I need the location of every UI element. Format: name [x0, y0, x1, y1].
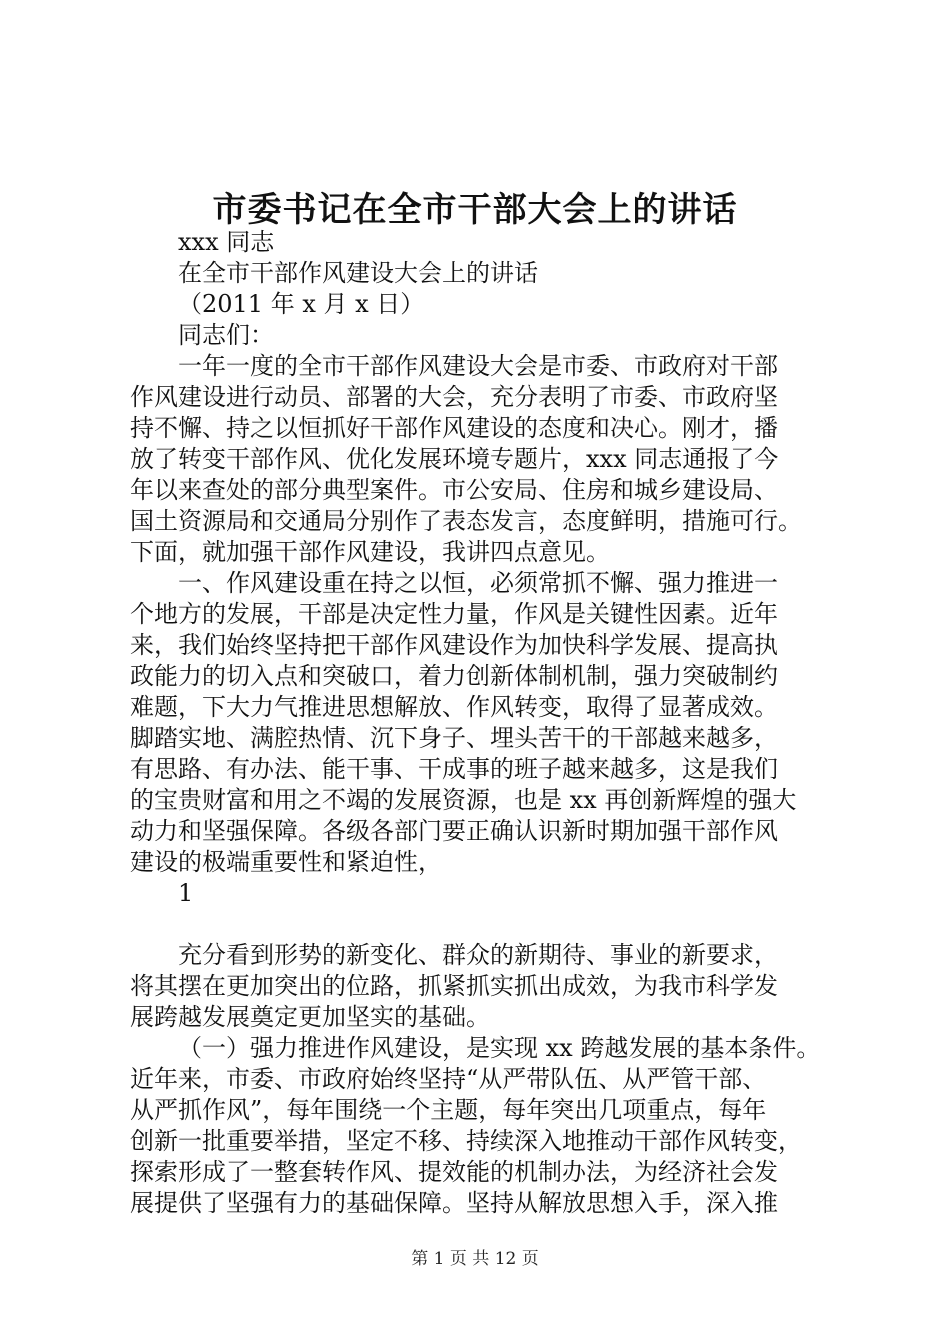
page-footer: 第 1 页 共 12 页 — [411, 1249, 539, 1269]
text-line: 下面，就加强干部作风建设，我讲四点意见。 — [130, 538, 610, 566]
text-line: 一、作风建设重在持之以恒，必须常抓不懈、强力推进一 — [178, 569, 778, 597]
text-line: 放了转变干部作风、优化发展环境专题片，xxx 同志通报了今 — [130, 445, 779, 473]
text-line: 脚踏实地、满腔热情、沉下身子、埋头苦干的干部越来越多， — [130, 724, 778, 752]
text-line: 政能力的切入点和突破口，着力创新体制机制，强力突破制约 — [130, 662, 778, 690]
text-line: （一）强力推进作风建设，是实现 xx 跨越发展的基本条件。 — [178, 1034, 821, 1062]
text-line: 动力和坚强保障。各级各部门要正确认识新时期加强干部作风 — [130, 817, 778, 845]
text-line: 作风建设进行动员、部署的大会，充分表明了市委、市政府坚 — [130, 383, 778, 411]
text-line: 一年一度的全市干部作风建设大会是市委、市政府对干部 — [178, 352, 778, 380]
text-line: 展提供了坚强有力的基础保障。坚持从解放思想入手，深入推 — [130, 1189, 778, 1217]
text-line: 难题，下大力气推进思想解放、作风转变，取得了显著成效。 — [130, 693, 778, 721]
text-line: 年以来查处的部分典型案件。市公安局、住房和城乡建设局、 — [130, 476, 778, 504]
text-line: 同志们： — [178, 321, 274, 349]
body-text-part-2 — [130, 940, 842, 1219]
text-line: 国土资源局和交通局分别作了表态发言，态度鲜明，措施可行。 — [130, 507, 802, 535]
text-line: 近年来，市委、市政府始终坚持“从严带队伍、从严管干部、 — [130, 1065, 767, 1093]
text-line: xxx 同志 — [178, 228, 275, 256]
text-line: 在全市干部作风建设大会上的讲话 — [178, 259, 538, 287]
text-line: 从严抓作风”，每年围绕一个主题，每年突出几项重点，每年 — [130, 1096, 767, 1124]
text-line: 充分看到形势的新变化、群众的新期待、事业的新要求， — [178, 941, 778, 969]
text-line: 创新一批重要举措，坚定不移、持续深入地推动干部作风转变， — [130, 1127, 802, 1155]
text-line: 展跨越发展奠定更加坚实的基础。 — [130, 1003, 490, 1031]
text-line: 持不懈、持之以恒抓好干部作风建设的态度和决心。刚才，播 — [130, 414, 778, 442]
text-line: （2011 年 x 月 x 日） — [178, 290, 425, 318]
text-line: 建设的极端重要性和紧迫性， — [130, 848, 442, 876]
text-line: 探索形成了一整套转作风、提效能的机制办法，为经济社会发 — [130, 1158, 778, 1186]
page-title: 市委书记在全市干部大会上的讲话 — [212, 190, 738, 230]
text-line: 个地方的发展，干部是决定性力量，作风是关键性因素。近年 — [130, 600, 778, 628]
body-text-part-1 — [130, 227, 842, 878]
document-body — [130, 227, 842, 1219]
text-line: 的宝贵财富和用之不竭的发展资源，也是 xx 再创新辉煌的强大 — [130, 786, 797, 814]
text-line: 来，我们始终坚持把干部作风建设作为加快科学发展、提高执 — [130, 631, 778, 659]
text-line: 将其摆在更加突出的位路，抓紧抓实抓出成效，为我市科学发 — [130, 972, 778, 1000]
inline-page-number: 1 — [178, 879, 194, 907]
text-line: 有思路、有办法、能干事、干成事的班子越来越多，这是我们 — [130, 755, 778, 783]
